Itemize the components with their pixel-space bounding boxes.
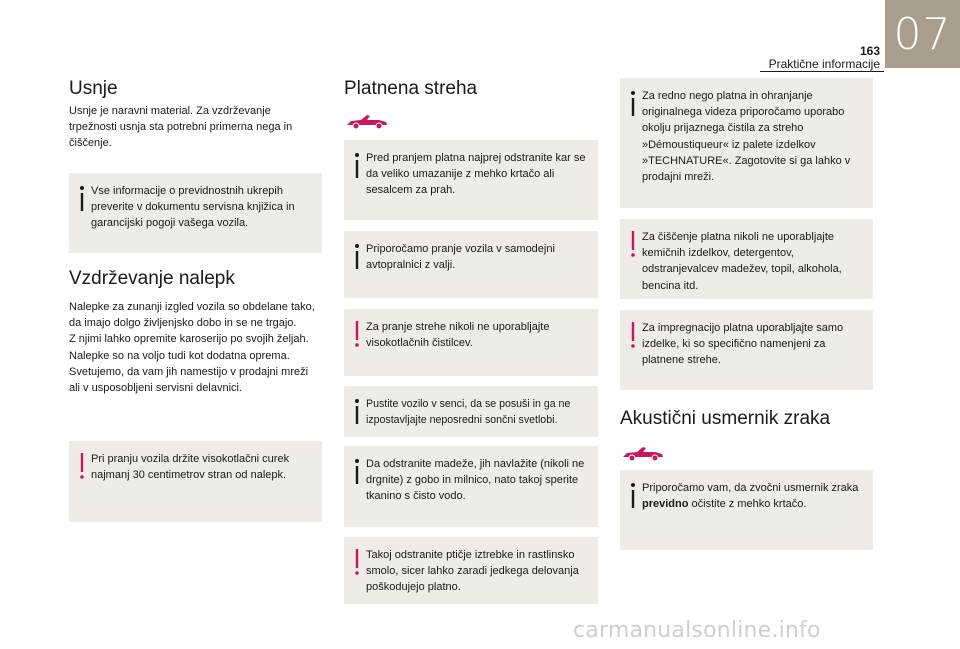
info-icon (628, 482, 638, 508)
info-text: Priporočamo pranje vozila v samodejni avtopralnici z valji. (366, 243, 555, 272)
info-icon (628, 90, 638, 116)
section-title-platnena-streha: Platnena streha (344, 78, 478, 99)
section-title-usnje: Usnje (69, 78, 118, 99)
info-box-1 (344, 140, 598, 220)
info-text: Vse informacije o previdnostnih ukrepih preverite v dokumentu servisna knjižica in garancijski pogoji vašega vozila. (91, 185, 295, 230)
watermark: carmanualsonline.info (573, 618, 821, 643)
info-box-akusticni (620, 470, 873, 550)
warning-box-3 (620, 219, 873, 299)
info-box-5 (620, 78, 873, 208)
info-icon (352, 152, 362, 178)
header-rule (760, 71, 884, 72)
info-box-4 (344, 446, 598, 527)
info-text-start: Priporočamo vam, da zvočni usmernik zraka (642, 482, 859, 494)
warning-text: Takoj odstranite ptičje iztrebke in rastlinsko smolo, sicer lahko zaradi jedkega delovanja poškodujejo platno. (366, 549, 579, 594)
page-number: 163 (859, 44, 880, 58)
section-title-nalepk: Vzdrževanje nalepk (69, 268, 235, 289)
warning-icon (628, 322, 638, 348)
warning-icon (352, 321, 362, 347)
info-icon (352, 458, 362, 484)
info-box-usnje (69, 173, 322, 253)
warning-icon (77, 453, 87, 479)
warning-icon (628, 231, 638, 257)
info-icon (77, 185, 87, 211)
nalepk-paragraph: Nalepke za zunanji izgled vozila so obdelane tako, da imajo dolgo življenjsko dobo in se ne trgajo. Z njimi lahko opremite karoserijo po svojih željah. Nalepke so na voljo tudi kot dodatna oprema. Svetujemo, da vam jih namestijo v prodajni mreži ali v usposobljeni servisni delavnici. (69, 301, 315, 395)
info-icon (352, 243, 362, 269)
info-text (642, 480, 865, 512)
info-text: Pustite vozilo v senci, da se posuši in ga ne izpostavljajte neposredni sončni svetlobi. (366, 398, 571, 427)
chapter-title: Praktične informacije (768, 57, 880, 71)
info-box-2 (344, 231, 598, 298)
warning-text: Za čiščenje platna nikoli ne uporabljajte kemičnih izdelkov, detergentov, odstranjevalcev madežev, topil, alkohola, bencina itd. (642, 231, 842, 292)
info-icon (352, 398, 362, 424)
warning-box-1 (344, 309, 598, 376)
info-text: Da odstranite madeže, jih navlažite (nikoli ne drgnite) z gobo in milnico, nato takoj sperite tkanino s čisto vodo. (366, 458, 585, 503)
warning-box-nalepk (69, 441, 322, 522)
warning-box-4 (620, 310, 873, 390)
info-text-emphasis: previdno (642, 498, 689, 511)
info-text: Pred pranjem platna najprej odstranite kar se da veliko umazanije z mehko krtačo ali sesalcem za prah. (366, 152, 586, 197)
warning-box-2 (344, 537, 598, 604)
info-text: Za redno nego platna in ohranjanje originalnega videza priporočamo uporabo okolju prijaznega čistila za streho »Démoustiqueur« iz palete izdelkov »TECHNATURE«. Zagotovite si ga lahko v prodajni mreži. (642, 90, 851, 184)
warning-text: Pri pranju vozila držite visokotlačni curek najmanj 30 centimetrov stran od nalepk. (91, 453, 290, 482)
section-title-akusticni: Akustični usmernik zraka (620, 408, 831, 429)
info-box-3 (344, 386, 598, 437)
chapter-number-tab: 07 (885, 0, 960, 68)
usnje-paragraph: Usnje je naravni material. Za vzdrževanje trpežnosti usnja sta potrebni primerna nega in čiščenje. (69, 105, 293, 150)
warning-text: Za impregnacijo platna uporabljajte samo izdelke, ki so specifično namenjeni za platnene strehe. (642, 322, 844, 367)
convertible-car-icon (345, 112, 389, 130)
warning-text: Za pranje strehe nikoli ne uporabljajte visokotlačnih čistilcev. (366, 321, 550, 350)
convertible-car-icon (621, 444, 665, 462)
info-text-end: očistite z mehko krtačo. (688, 498, 807, 511)
warning-icon (352, 549, 362, 575)
